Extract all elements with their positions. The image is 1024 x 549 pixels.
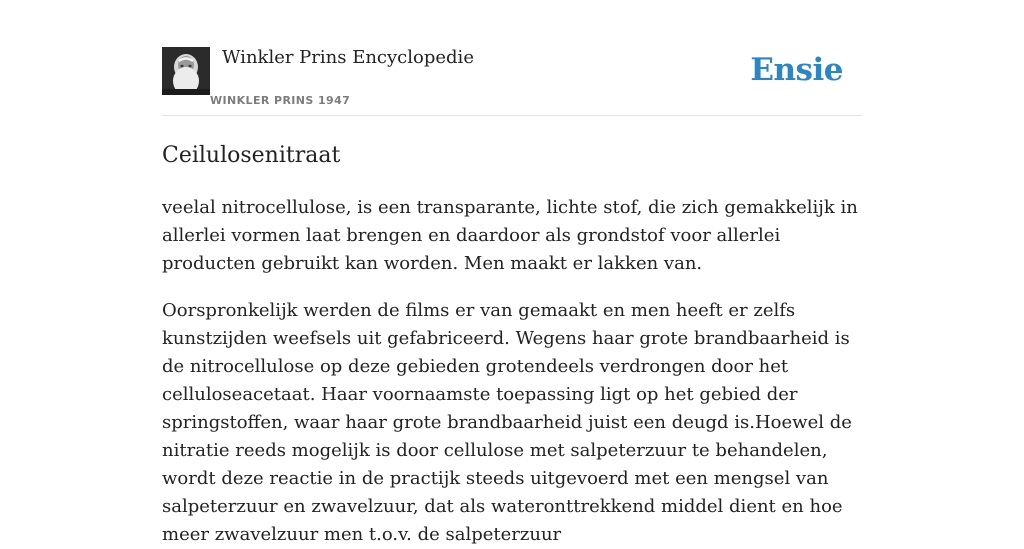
- article-paragraph-1: veelal nitrocellulose, is een transparante, lichte stof, die zich gemakkelijk in allerlei vormen laat brengen en daardoor als grondstof voor allerlei producten gebruikt kan worden. Men maakt er lakken van.: [162, 197, 858, 274]
- content-column: [162, 0, 862, 549]
- article-paragraph-2: Oorspronkelijk werden de films er van gemaakt en men heeft er zelfs kunstzijden weefsels uit gefabriceerd. Wegens haar grote brandbaarheid is de nitrocellulose op deze gebieden grotendeels verdrongen door het celluloseacetaat. Haar voornaamste toepassing ligt op het gebied der springstoffen, waar haar grote brandbaarheid juist een deugd is.Hoewel de nitratie reeds mogelijk is door cellulose met salpeterzuur te behandelen, wordt deze reactie in de practijk steeds uitgevoerd met een mengsel van salpeterzuur en zwavelzuur, dat als wateronttrekkend middel dient en hoe meer zwavelzuur men t.o.v. de salpeterzuur: [162, 300, 852, 545]
- source-subtitle: WINKLER PRINS 1947: [210, 94, 351, 107]
- source-header: [162, 0, 862, 116]
- article-title: Ceilulosenitraat: [162, 143, 341, 168]
- portrait-avatar-icon[interactable]: [162, 47, 210, 95]
- source-title[interactable]: Winkler Prins Encyclopedie: [222, 47, 474, 68]
- ensie-logo[interactable]: Ensie: [750, 52, 843, 88]
